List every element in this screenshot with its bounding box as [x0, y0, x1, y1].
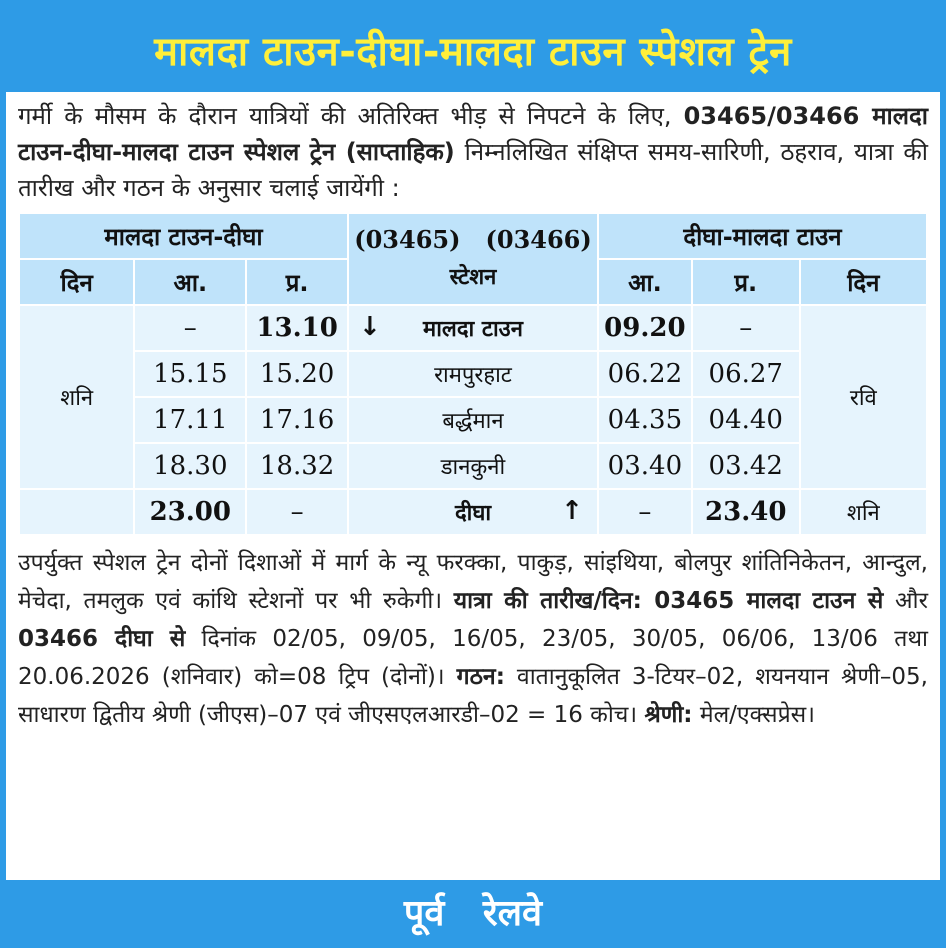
left-arrival: –	[134, 305, 246, 351]
note-bold-1: यात्रा की तारीख/दिन: 03465 मालदा टाउन से	[453, 588, 884, 614]
col-arr-right: आ.	[598, 259, 692, 305]
details-paragraph	[6, 536, 940, 734]
station-name	[348, 489, 598, 535]
left-group-header: मालदा टाउन-दीघा	[19, 213, 348, 259]
intro-text-2: निम्नलिखित संक्षिप्त समय-सारिणी, ठहराव, यात्रा की तारीख और गठन के अनुसार चलाई जायेंगी :	[18, 138, 929, 202]
right-departure: 06.27	[692, 351, 800, 397]
left-departure: 17.16	[246, 397, 348, 443]
left-day: शनि	[19, 305, 134, 489]
right-arrival: 09.20	[598, 305, 692, 351]
station-name: डानकुनी	[348, 443, 598, 489]
notice-title: मालदा टाउन-दीघा-मालदा टाउन स्पेशल ट्रेन	[6, 6, 940, 92]
col-arr-left: आ.	[134, 259, 246, 305]
col-dep-right: प्र.	[692, 259, 800, 305]
right-arrival: 06.22	[598, 351, 692, 397]
right-departure: 04.40	[692, 397, 800, 443]
station-label: स्टेशन	[449, 265, 497, 290]
intro-paragraph	[6, 92, 940, 206]
note-text-5: मेल/एक्सप्रेस।	[692, 702, 815, 728]
station-header	[348, 213, 598, 305]
col-day-right: दिन	[800, 259, 927, 305]
note-text-4: वातानुकूलित 3-टियर–02, शयनयान श्रेणी–05, साधारण द्वितीय श्रेणी (जीएस)–07 एवं जीएसएलआरडी–02 = 16 कोच।	[18, 664, 928, 728]
note-bold-2: 03466 दीघा से	[18, 626, 186, 652]
left-arrival: 18.30	[134, 443, 246, 489]
left-departure: 18.32	[246, 443, 348, 489]
left-departure: 13.10	[246, 305, 348, 351]
right-day: रवि	[800, 305, 927, 489]
note-text-2: और	[883, 588, 928, 614]
timetable	[18, 212, 928, 536]
table-row	[19, 305, 927, 351]
left-arrival: 17.11	[134, 397, 246, 443]
right-arrival: –	[598, 489, 692, 535]
left-departure: 15.20	[246, 351, 348, 397]
left-departure: –	[246, 489, 348, 535]
timetable-group-header	[19, 213, 927, 259]
footer-railway-name: पूर्व रेलवे	[6, 880, 940, 942]
note-text-1: उपर्युक्त स्पेशल ट्रेन दोनों दिशाओं में मार्ग के न्यू फरक्का, पाकुड़, सांइथिया, बोलपुर शांतिनिकेतन, आन्दुल, मेचेदा, तमलुक एवं कांथि स्टेशनों पर भी रुकेगी।	[18, 550, 928, 614]
station-text: दीघा	[454, 501, 492, 526]
right-departure: –	[692, 305, 800, 351]
col-day-left: दिन	[19, 259, 134, 305]
station-name: बर्द्धमान	[348, 397, 598, 443]
right-departure: 03.42	[692, 443, 800, 489]
right-departure: 23.40	[692, 489, 800, 535]
table-row	[19, 397, 927, 443]
table-row	[19, 489, 927, 535]
table-row	[19, 351, 927, 397]
intro-train-name: 03465/03466 मालदा टाउन-दीघा-मालदा टाउन स्पेशल ट्रेन (साप्ताहिक)	[18, 102, 928, 166]
table-row	[19, 443, 927, 489]
station-name	[348, 305, 598, 351]
intro-text-1: गर्मी के मौसम के दौरान यात्रियों की अतिरिक्त भीड़ से निपटने के लिए,	[18, 102, 684, 130]
station-name: रामपुरहाट	[348, 351, 598, 397]
notice-body	[6, 6, 940, 942]
note-bold-4: श्रेणी:	[644, 702, 693, 728]
right-day-last: शनि	[800, 489, 927, 535]
station-text: मालदा टाउन	[423, 317, 523, 342]
down-arrow-icon: ↓	[359, 312, 381, 342]
right-arrival: 04.35	[598, 397, 692, 443]
col-dep-left: प्र.	[246, 259, 348, 305]
note-bold-3: गठन:	[456, 664, 505, 690]
up-arrow-icon: ↑	[561, 496, 583, 526]
train-numbers: (03465) (03466)	[354, 225, 592, 254]
left-day-empty	[19, 489, 134, 535]
note-text-3: दिनांक 02/05, 09/05, 16/05, 23/05, 30/05, 06/06, 13/06 तथा 20.06.2026 (शनिवार) को=08 ट्रिप (दोनों)।	[18, 626, 928, 690]
right-arrival: 03.40	[598, 443, 692, 489]
left-arrival: 23.00	[134, 489, 246, 535]
left-arrival: 15.15	[134, 351, 246, 397]
right-group-header: दीघा-मालदा टाउन	[598, 213, 927, 259]
